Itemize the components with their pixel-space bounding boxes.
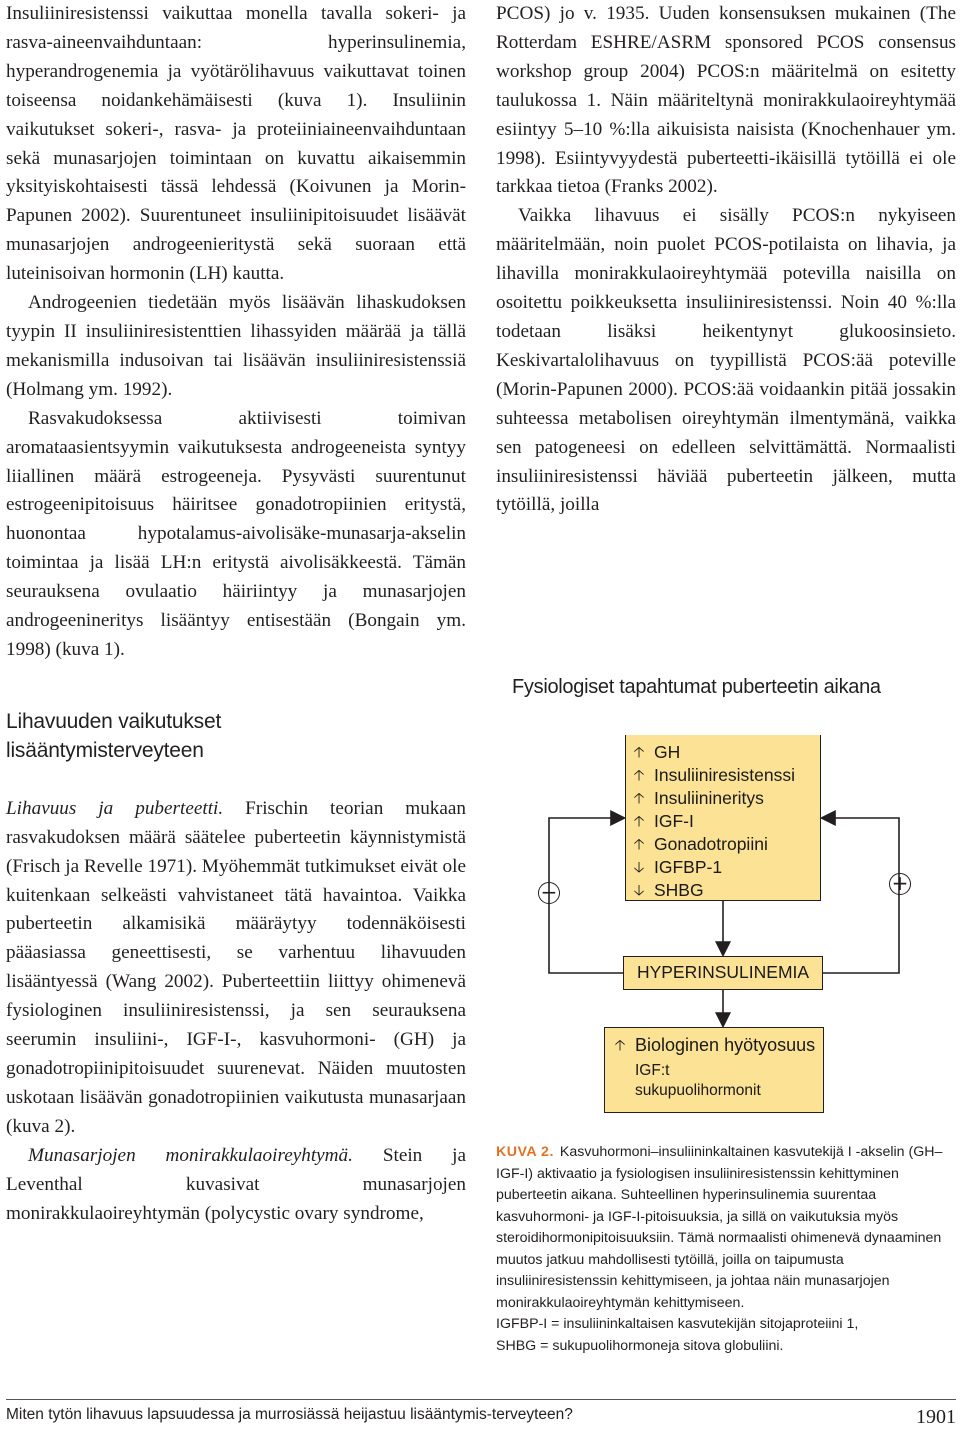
factor-item <box>630 764 820 787</box>
factor-label: Insuliiniresistenssi <box>654 765 796 785</box>
section-heading-line: Lihavuuden vaikutukset <box>6 709 222 733</box>
factor-item <box>630 833 820 856</box>
factor-item <box>630 856 820 879</box>
paragraph: Androgeenien tiedetään myös lisäävän lihaskudoksen tyypin II insuliiniresistenttien lihassyiden määrää ja tällä mekanismilla indusoivan tai lisäävän insuliiniresistenssiä (Holmang ym. 1992). <box>6 292 466 400</box>
factor-item <box>630 787 820 810</box>
bioavailability-title <box>611 1034 823 1057</box>
caption-main <box>496 1142 956 1314</box>
paragraph-lead: Munasarjojen monirakkulaoireyhtymä. <box>28 1144 353 1166</box>
factor-label: Insuliinineritys <box>654 788 764 808</box>
bioavailability-sub <box>611 1061 823 1101</box>
paragraph-body: Frischin teorian mukaan rasvakudoksen määrä säätelee puberteetin käynnistymistä (Frisch ja Revelle 1971). Myöhemmät tutkimukset eivät ole kuitenkaan selkeästi vahvistaneet tätä havaintoa. Vaikka puberteetin alkamisikä määräytyy todennäköisesti pääasiassa geneettisesti, se varhentuu lihavuuden lisääntyessä (Wang 2002). Puberteettiin liittyy ohimenevä fysiologinen insuliiniresistenssi, ja sen seurauksena seerumin insuliini-, IGF-I-, kasvuhormoni- (GH) ja gonadotropiinipitoisuudet suurenevat. Näiden muutosten uskotaan lisäävän gonadotropiinien vaikutusta munasarjaan (kuva 2). <box>6 797 467 1137</box>
factor-list <box>626 741 820 902</box>
paragraph-body: Stein ja Leventhal kuvasivat munasarjojen monirakkulaoireyhtymän (polycystic ovary syndrome, <box>6 1144 466 1224</box>
factor-label: Gonadotropiini <box>654 834 768 854</box>
section-heading-line: lisääntymisterveyteen <box>6 738 204 762</box>
caption-text: Kasvuhormoni–insuliininkaltainen kasvutekijä I -akselin (GH–IGF-I) aktivaatio ja fysiologisen insuliiniresistenssin kehittyminen puberteetin aikana. Suhteellinen hyperinsulinemia suurentaa kasvuhormoni- ja IGF-I-pitoisuuksia, ja sillä on vaikutuksia myös steroidihormonipitoisuuksiin. Tämä normaalisti ohimenevä dynaaminen muutos jatkuu mahdollisesti tytöillä, joilla on taipumusta insuliiniresistenssin kehittymiseen, ja johtaa näin munasarjojen monirakkulaoireyhtymän kehittymiseen. <box>496 1144 943 1311</box>
running-footer: Miten tytön lihavuus lapsuudessa ja murrosiässä heijastuu lisääntymis-terveyteen? <box>6 1406 573 1423</box>
paragraph: PCOS) jo v. 1935. Uuden konsensuksen mukainen (The Rotterdam ESHRE/ASRM sponsored PCOS consensus workshop group 2004) PCOS:n määritelmä on esitetty taulukossa 1. Näin määriteltynä monirakkulaoireyhtymää esiintyy 5–10 %:lla aikuisista naisista (Knochenhauer ym. 1998). Esiintyvyydestä puberteetti-ikäisillä tytöillä ei ole tarkkaa tietoa (Franks 2002). <box>496 3 956 198</box>
physiology-factors-box <box>625 735 821 901</box>
factor-item <box>630 810 820 833</box>
page-number: 1901 <box>916 1406 956 1428</box>
footer-divider <box>6 1399 956 1400</box>
arrow-down-icon: 🡣 <box>633 882 645 899</box>
paragraph: Vaikka lihavuus ei sisälly PCOS:n nykyiseen määritelmään, noin puolet PCOS-potilaista on lihavia, ja lihavilla monirakkulaoireyhtymää potevilla naisilla on osoitettu poikkeuksetta insuliiniresistenssi. Noin 40 %:lla todetaan lisäksi heikentynyt glukoosinsieto. Keskivartalolihavuus on tyypillistä PCOS:ää poteville (Morin-Papunen 2000). PCOS:ää voidaankin pitää jossakin suhteessa metabolisen oireyhtymän ilmentymänä, vaikka sen patogeneesi on edelleen selvittämättä. Normaalisti insuliiniresistenssi häviää puberteetin jälkeen, mutta tytöillä, joilla <box>496 205 956 516</box>
arrow-up-icon: 🡡 <box>633 767 645 784</box>
left-column <box>6 0 466 1228</box>
arrow-up-icon: 🡡 <box>633 813 645 830</box>
section-heading <box>6 707 466 765</box>
bioavailability-box <box>604 1027 824 1113</box>
figure-diagram <box>496 676 956 1116</box>
feedback-right-line <box>823 818 899 973</box>
right-column <box>496 0 956 520</box>
caption-abbreviation: SHBG = sukupuolihormoneja sitova globuliini. <box>496 1337 784 1354</box>
paragraph <box>6 795 466 1142</box>
minus-sign-icon: − <box>538 882 560 904</box>
factor-item <box>630 741 820 764</box>
paragraph: Insuliiniresistenssi vaikuttaa monella tavalla sokeri- ja rasva-aineenvaihduntaan: hyperinsulinemia, hyperandrogenemia ja vyötärölihavuus vaikuttavat toinen toiseensa noidankehämäisesti (kuva 1). Insuliinin vaikutukset sokeri-, rasva- ja proteiiniaineenvaihduntaan sekä munasarjojen toimintaan on kuvattu aikaisemmin yksityiskohtaisesti tässä lehdessä (Koivunen ja Morin-Papunen 2002). Suurentuneet insuliinipitoisuudet lisäävät munasarjojen androgeenieritystä sekä suoraan että luteinisoivan hormonin (LH) kautta. <box>6 3 466 285</box>
caption-abbreviation: IGFBP-I = insuliininkaltaisen kasvutekijän sitojaproteiini 1, <box>496 1316 859 1332</box>
hyperinsulinemia-box: HYPERINSULINEMIA <box>623 956 823 990</box>
arrow-down-icon: 🡣 <box>633 859 645 876</box>
factor-label: SHBG <box>654 880 704 900</box>
feedback-left-line <box>549 818 623 973</box>
arrow-up-icon: 🡡 <box>633 790 645 807</box>
plus-sign-icon: + <box>889 873 911 895</box>
factor-label: IGFBP-1 <box>654 857 723 877</box>
paragraph: Rasvakudoksessa aktiivisesti toimivan aromataasientsyymin vaikutuksesta androgeeneista syntyy liiallinen määrä estrogeeneja. Pysyvästi suurentunut estrogeenipitoisuus häiritsee gonadotropiinien eritystä, huonontaa hypotalamus-aivolisäke-munasarja-akselin toimintaa ja lisää LH:n eritystä aivolisäkkeestä. Tämän seurauksena ovulaatio häiriintyy ja munasarjojen androgeenineritys lisääntyy entisestään (Bongain ym. 1998) (kuva 1). <box>6 407 466 660</box>
bioavailability-sub-line: IGF:t <box>635 1062 670 1079</box>
bioavailability-label: Biologinen hyötyosuus <box>635 1035 816 1055</box>
arrow-up-icon: 🡡 <box>614 1037 626 1054</box>
arrow-up-icon: 🡡 <box>633 744 645 761</box>
arrow-up-icon: 🡡 <box>633 836 645 853</box>
figure-caption <box>496 1142 956 1357</box>
paragraph-lead: Lihavuus ja puberteetti. <box>6 797 224 819</box>
bioavailability-sub-line: sukupuolihormonit <box>635 1082 761 1099</box>
paragraph <box>6 1142 466 1229</box>
caption-label: KUVA 2. <box>496 1144 554 1160</box>
factor-label: IGF-I <box>654 811 694 831</box>
factor-label: GH <box>654 742 681 762</box>
figure-title: Fysiologiset tapahtumat puberteetin aikana <box>512 676 881 698</box>
factor-item <box>630 879 820 902</box>
